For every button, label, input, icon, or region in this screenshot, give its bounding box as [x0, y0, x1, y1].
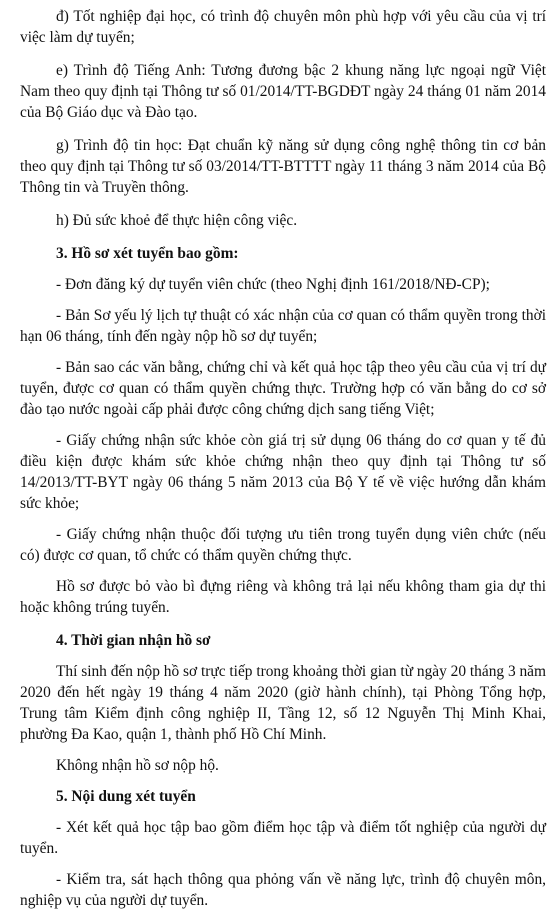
section-heading-4: 4. Thời gian nhận hồ sơ	[56, 632, 211, 649]
section-heading-3: 3. Hồ sơ xét tuyển bao gồm:	[56, 245, 239, 262]
paragraph-h-health: h) Đủ sức khoẻ để thực hiện công việc.	[56, 212, 298, 229]
dossier-item-diplomas: - Bản sao các văn bằng, chứng chỉ và kết quả học tập theo yêu cầu của vị trí dự tuyển, được cơ quan có thẩm quyền chứng thực. Trường hợp có văn bằng do cơ sở đào tạo nước ngoài cấp phải được công chứng dịch sang tiếng Việt;	[20, 359, 546, 418]
paragraph-d-degree: đ) Tốt nghiệp đại học, có trình độ chuyên môn phù hợp với yêu cầu của vị trí việc làm dự tuyển;	[20, 8, 546, 46]
no-proxy-note: Không nhận hồ sơ nộp hộ.	[56, 757, 219, 774]
content-item-interview: - Kiểm tra, sát hạch thông qua phỏng vấn về năng lực, trình độ chuyên môn, nghiệp vụ của người dự tuyển.	[20, 871, 546, 909]
dossier-item-health-certificate: - Giấy chứng nhận sức khỏe còn giá trị sử dụng 06 tháng do cơ quan y tế đủ điều kiện được khám sức khỏe chứng nhận theo quy định tại Thông tư số 14/2013/TT-BYT ngày 06 tháng 5 năm 2013 của Bộ Y tế về việc hướng dẫn khám sức khỏe;	[20, 432, 546, 512]
paragraph-g-it-skills: g) Trình độ tin học: Đạt chuẩn kỹ năng sử dụng công nghệ thông tin cơ bản theo quy định tại Thông tư số 03/2014/TT-BTTTT ngày 11 tháng 3 năm 2014 của Bộ Thông tin và Truyền thông.	[20, 137, 546, 196]
submission-time-paragraph: Thí sinh đến nộp hồ sơ trực tiếp trong khoảng thời gian từ ngày 20 tháng 3 năm 2020 đến hết ngày 19 tháng 4 năm 2020 (giờ hành chính), tại Phòng Tổng hợp, Trung tâm Kiểm định công nghiệp II, Tầng 12, số 12 Nguyễn Thị Minh Khai, phường Đa Kao, quận 1, thành phố Hồ Chí Minh.	[20, 663, 546, 743]
content-item-results: - Xét kết quả học tập bao gồm điểm học tập và điểm tốt nghiệp của người dự tuyển.	[20, 819, 546, 857]
dossier-item-cv: - Bản Sơ yếu lý lịch tự thuật có xác nhận của cơ quan có thẩm quyền trong thời hạn 06 tháng, tính đến ngày nộp hồ sơ dự tuyển;	[20, 307, 546, 345]
dossier-item-application: - Đơn đăng ký dự tuyển viên chức (theo Nghị định 161/2018/NĐ-CP);	[56, 276, 490, 293]
dossier-item-priority: - Giấy chứng nhận thuộc đối tượng ưu tiên trong tuyển dụng viên chức (nếu có) được cơ quan, tổ chức có thẩm quyền chứng thực.	[20, 526, 546, 564]
section-heading-5: 5. Nội dung xét tuyển	[56, 788, 196, 805]
paragraph-e-english: e) Trình độ Tiếng Anh: Tương đương bậc 2 khung năng lực ngoại ngữ Việt Nam theo quy định tại Thông tư số 01/2014/TT-BGDĐT ngày 24 tháng 01 năm 2014 của Bộ Giáo dục và Đào tạo.	[20, 62, 546, 121]
dossier-note: Hồ sơ được bỏ vào bì đựng riêng và không trả lại nếu không tham gia dự thi hoặc không trúng tuyển.	[20, 578, 546, 616]
